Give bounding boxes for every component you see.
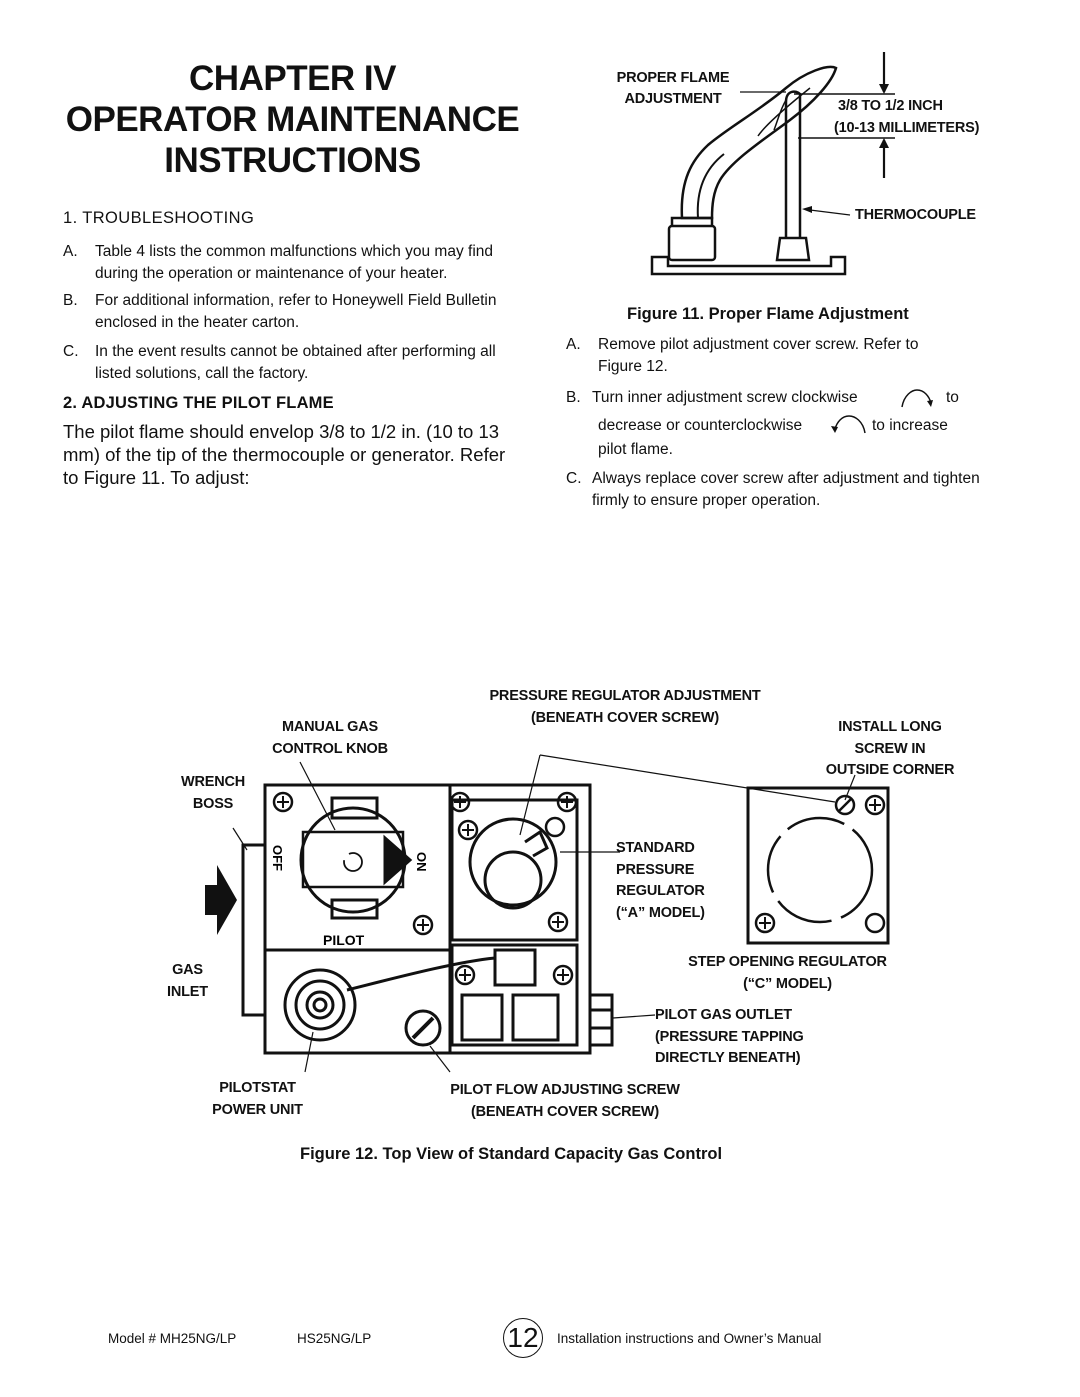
step-a [566,334,986,378]
label-line: SCREW IN [854,740,926,757]
chapter-title-line: INSTRUCTIONS [164,141,421,180]
troubleshooting-heading: 1. TROUBLESHOOTING [63,209,255,227]
label-wrench-boss [158,772,268,815]
label-pressure-regulator [455,686,795,729]
step-text: pilot flame. [598,441,673,458]
item-text: For additional information, refer to Honeywell Field Bulletin enclosed in the heater carton. [95,292,497,331]
pilot-text: PILOT [323,932,365,948]
label-line: ADJUSTMENT [624,90,722,107]
step-text: decrease or counterclockwise [598,417,803,434]
step-label: B. [566,389,581,406]
label-proper-flame [600,68,746,108]
item-text: In the event results cannot be obtained after performing all listed solutions, call the factory. [95,343,496,382]
page-number: 12 [503,1318,543,1358]
footer-model: Model # MH25NG/LP [108,1331,237,1346]
footer-model2: HS25NG/LP [297,1331,372,1346]
chapter-title-line: CHAPTER IV [189,59,396,98]
label-line: PROPER FLAME [616,70,730,86]
label-line: PILOT FLOW ADJUSTING SCREW [450,1082,680,1098]
figure11-caption: Figure 11. Proper Flame Adjustment [627,305,909,323]
label-standard-regulator [616,838,705,924]
troubleshooting-item [63,341,523,385]
label-line: STEP OPENING REGULATOR [688,954,887,970]
step-label: A. [566,336,581,353]
label-line: (PRESSURE TAPPING [655,1028,804,1045]
label-line: PRESSURE REGULATOR ADJUSTMENT [489,688,761,704]
label-line: POWER UNIT [212,1101,303,1118]
label-pilot-gas-outlet [655,1005,804,1070]
label-line: INLET [167,983,208,1000]
label-line: OUTSIDE CORNER [825,762,955,778]
label-thermocouple: THERMOCOUPLE [855,207,976,223]
figure12-caption: Figure 12. Top View of Standard Capacity Gas Control [300,1145,723,1163]
troubleshooting-item [63,290,523,334]
label-line: REGULATOR [616,883,705,899]
label-line: GAS [172,962,203,978]
step-text: Turn inner adjustment screw clockwise [592,389,858,406]
step-text: to increase [872,417,948,434]
label-line: WRENCH [180,774,246,790]
label-line: PILOT GAS OUTLET [655,1007,792,1023]
clockwise-arrow-icon [899,387,935,409]
item-label: A. [63,243,78,260]
label-line: (“C” MODEL) [743,975,832,992]
label-pilotstat [190,1078,325,1121]
label-line: (10-13 MILLIMETERS) [834,119,980,136]
label-line: INSTALL LONG [838,719,942,735]
label-line: STANDARD [616,840,695,856]
label-line: (“A” MODEL) [616,904,705,921]
label-measurement [834,96,979,139]
label-pilot-flow [415,1080,715,1123]
item-label: B. [63,292,78,309]
step-text: to [946,389,959,406]
step-b [566,387,986,459]
label-gas-inlet [150,960,225,1003]
gas-inlet-arrow-icon [205,865,237,935]
label-install-long [810,717,970,782]
pilot-burner-base [669,226,715,260]
item-label: C. [63,343,79,360]
label-line: PRESSURE [616,861,695,878]
pilot-flame-heading: 2. ADJUSTING THE PILOT FLAME [63,394,334,412]
knob-off-text: OFF [270,845,285,871]
step-text: Remove pilot adjustment cover screw. Refer to Figure 12. [598,336,919,375]
knob-on-text: ON [414,852,429,872]
label-line: BOSS [192,795,234,812]
label-line: 3/8 TO 1/2 INCH [838,98,943,114]
label-manual-gas [245,717,415,760]
chapter-title [50,58,535,181]
troubleshooting-item [63,241,523,285]
label-line: (BENEATH COVER SCREW) [530,709,720,726]
footer-manual-title: Installation instructions and Owner’s Manual [557,1331,822,1346]
label-line: PILOTSTAT [219,1080,296,1096]
label-line: CONTROL KNOB [272,740,388,757]
label-step-opening [660,952,915,995]
pilot-flame-intro: The pilot flame should envelop 3/8 to 1/2 in. (10 to 13 mm) of the tip of the thermocouple or generator. Refer to Figure 11. To adjust: [63,421,506,488]
label-line: (BENEATH COVER SCREW) [470,1103,660,1120]
pressure-regulator-adjustment [470,819,556,905]
counterclockwise-arrow-icon [829,413,869,435]
item-text: Table 4 lists the common malfunctions which you may find during the operation or maintenance of your heater. [95,243,494,282]
label-line: DIRECTLY BENEATH) [655,1050,801,1066]
step-c [566,468,986,512]
figure12-gas-control-diagram [195,740,925,1080]
step-text: Always replace cover screw after adjustment and tighten firmly to ensure proper operation. [592,470,980,509]
label-line: MANUAL GAS [281,719,378,735]
chapter-title-line: OPERATOR MAINTENANCE [65,100,520,139]
step-label: C. [566,470,582,487]
